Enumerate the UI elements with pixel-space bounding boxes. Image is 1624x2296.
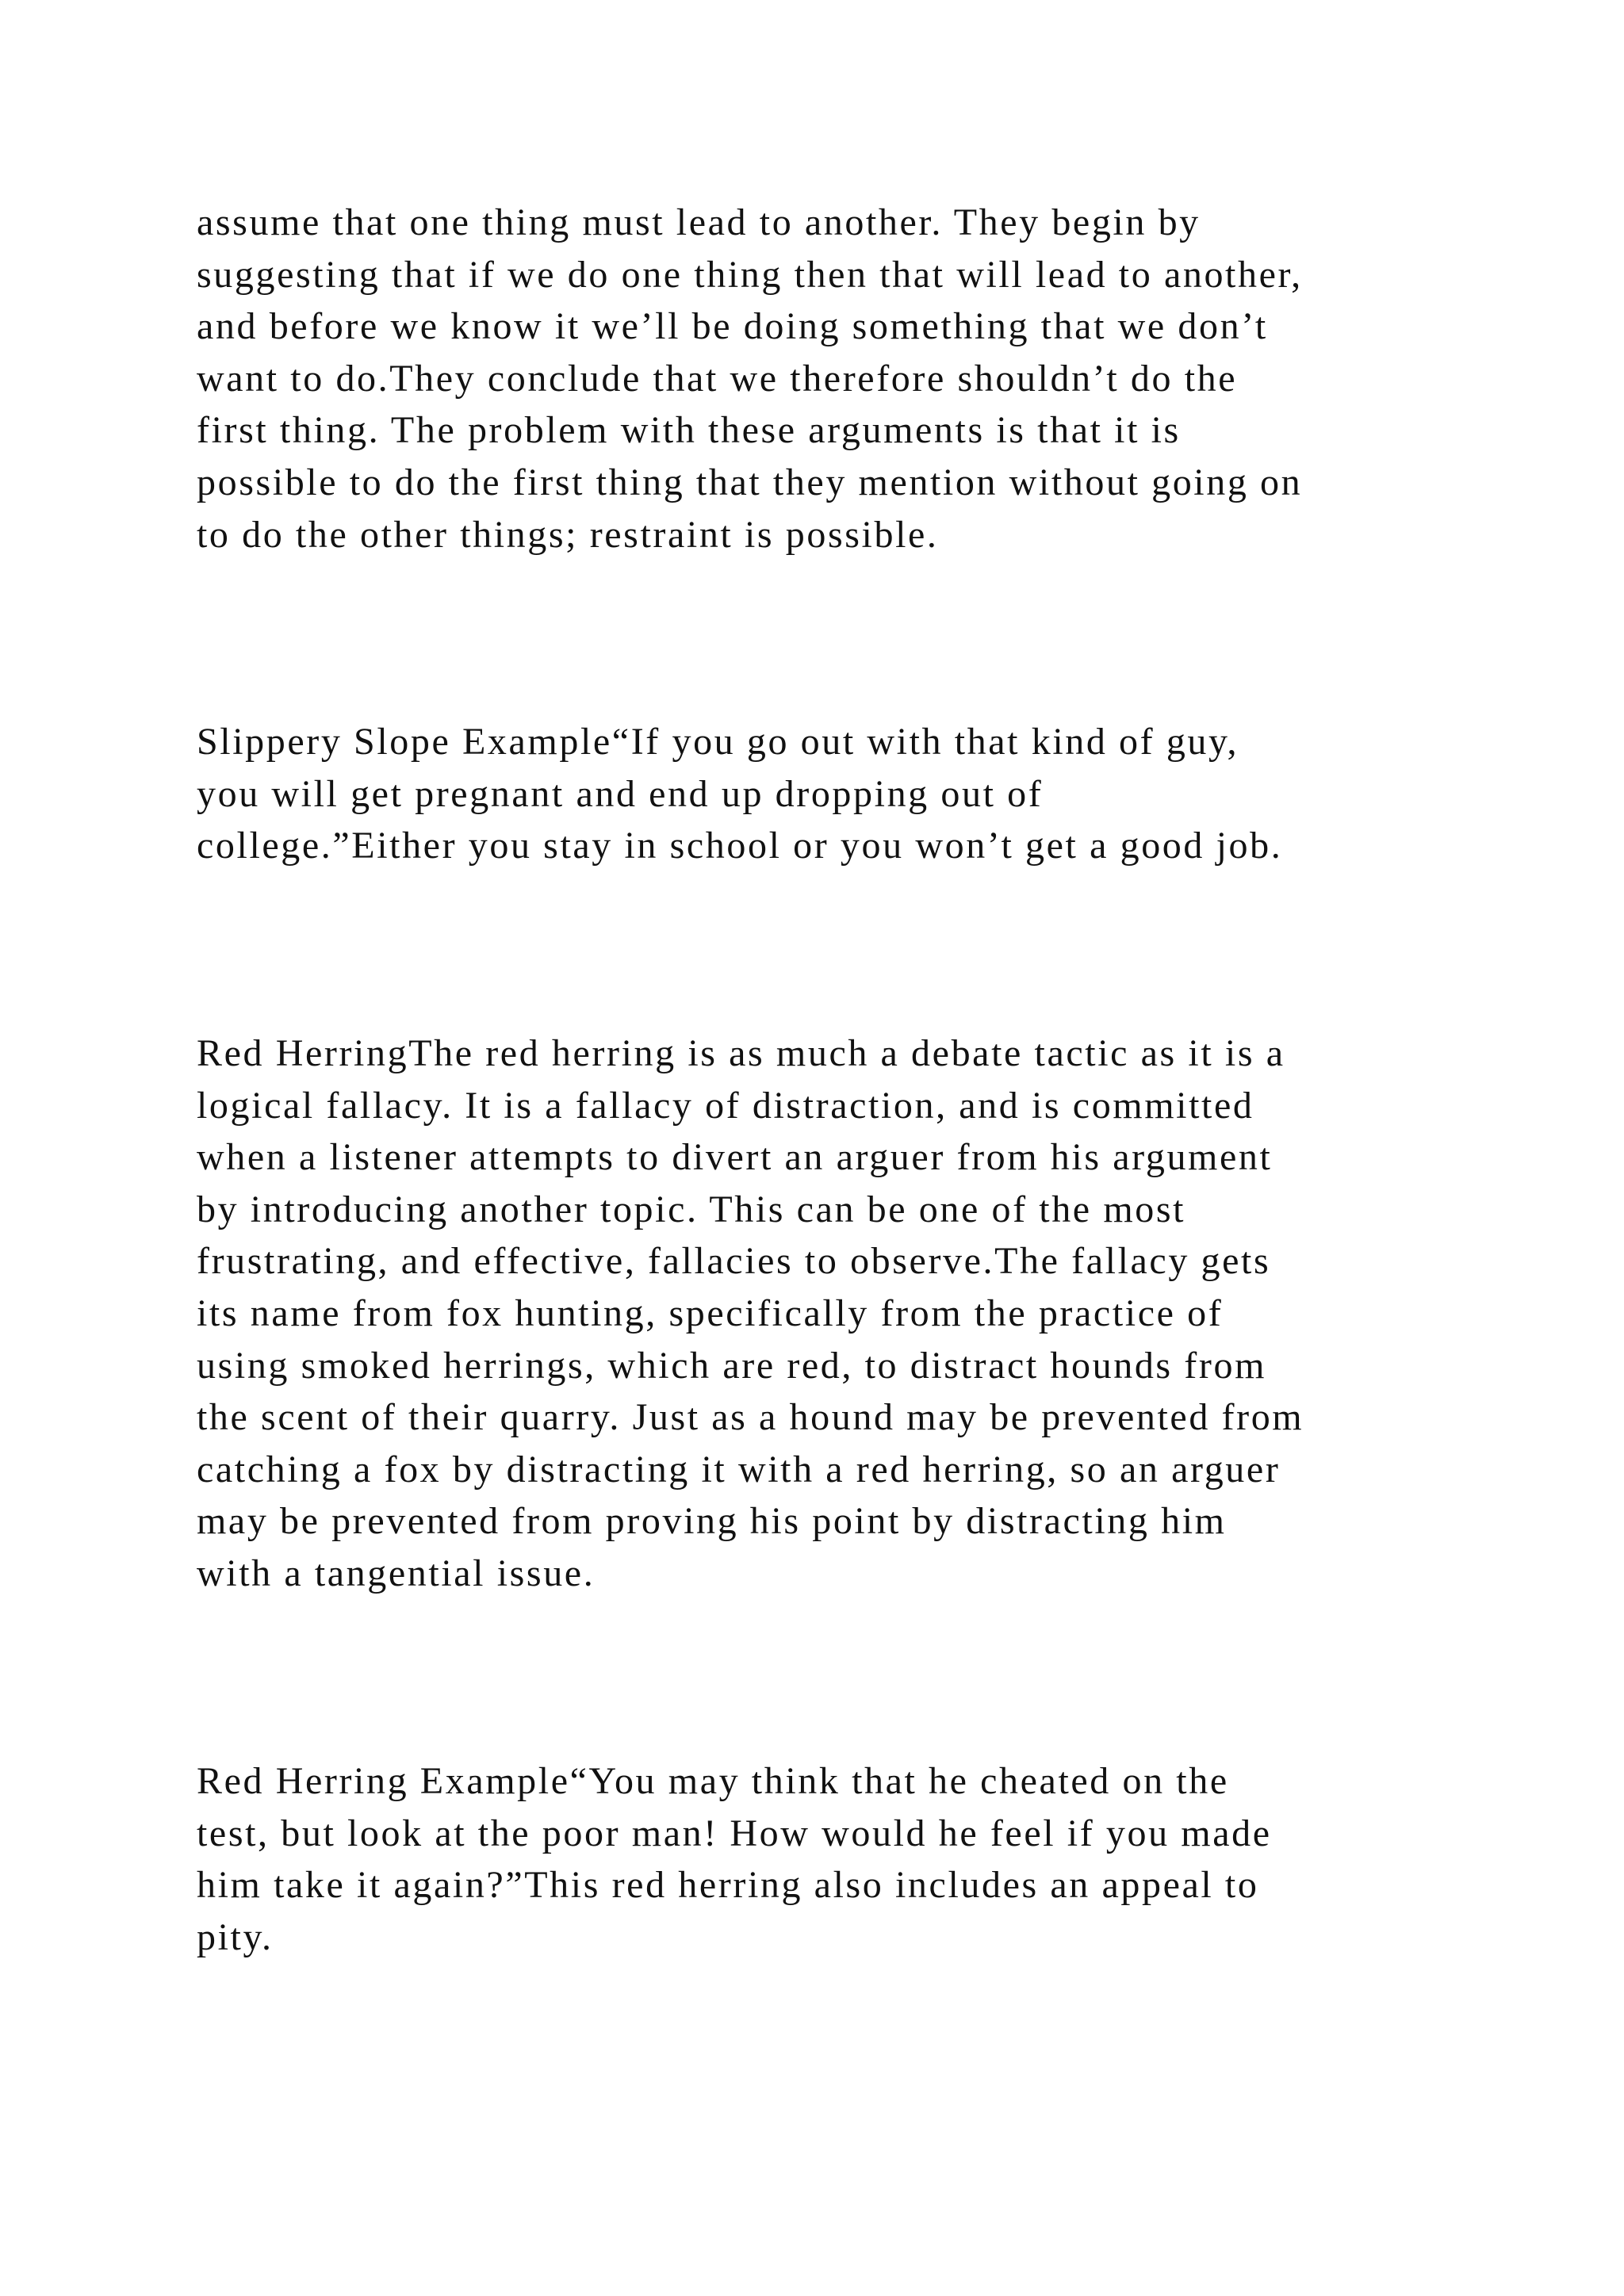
text-line: assume that one thing must lead to another. They begin by [197, 201, 1201, 243]
text-line: Slippery Slope Example“If you go out with that kind of guy, [197, 721, 1239, 763]
text-line: when a listener attempts to divert an arguer from his argument [197, 1136, 1273, 1179]
paragraph-slippery-slope-example [197, 716, 1497, 872]
text-line: by introducing another topic. This can be one of the most [197, 1188, 1186, 1230]
text-line: college.”Either you stay in school or you won’t get a good job. [197, 825, 1283, 867]
paragraph-slippery-slope-explanation [197, 197, 1497, 561]
text-line: logical fallacy. It is a fallacy of distraction, and is committed [197, 1084, 1254, 1127]
text-line: first thing. The problem with these arguments is that it is [197, 409, 1181, 452]
text-line: using smoked herrings, which are red, to distract hounds from [197, 1344, 1267, 1387]
text-line: possible to do the first thing that they mention without going on [197, 461, 1303, 503]
text-line: test, but look at the poor man! How would he feel if you made [197, 1812, 1272, 1854]
text-line: Red Herring Example“You may think that he cheated on the [197, 1760, 1229, 1802]
text-line: with a tangential issue. [197, 1552, 596, 1594]
paragraph-red-herring-example [197, 1755, 1497, 1963]
text-line: catching a fox by distracting it with a red herring, so an arguer [197, 1448, 1281, 1490]
text-line: frustrating, and effective, fallacies to observe.The fallacy gets [197, 1240, 1271, 1283]
text-line: want to do.They conclude that we therefore shouldn’t do the [197, 357, 1238, 400]
text-line: its name from fox hunting, specifically from the practice of [197, 1292, 1224, 1334]
text-line: you will get pregnant and end up dropping out of [197, 772, 1044, 815]
text-line: suggesting that if we do one thing then that will lead to another, [197, 253, 1303, 296]
text-line: and before we know it we’ll be doing something that we don’t [197, 305, 1268, 348]
text-line: Red HerringThe red herring is as much a debate tactic as it is a [197, 1032, 1285, 1074]
text-line: may be prevented from proving his point by distracting him [197, 1500, 1227, 1543]
paragraph-red-herring [197, 1027, 1497, 1600]
text-line: pity. [197, 1915, 274, 1958]
text-line: to do the other things; restraint is possible. [197, 513, 939, 556]
text-line: him take it again?”This red herring also includes an appeal to [197, 1864, 1259, 1907]
text-line: the scent of their quarry. Just as a hound may be prevented from [197, 1396, 1304, 1439]
